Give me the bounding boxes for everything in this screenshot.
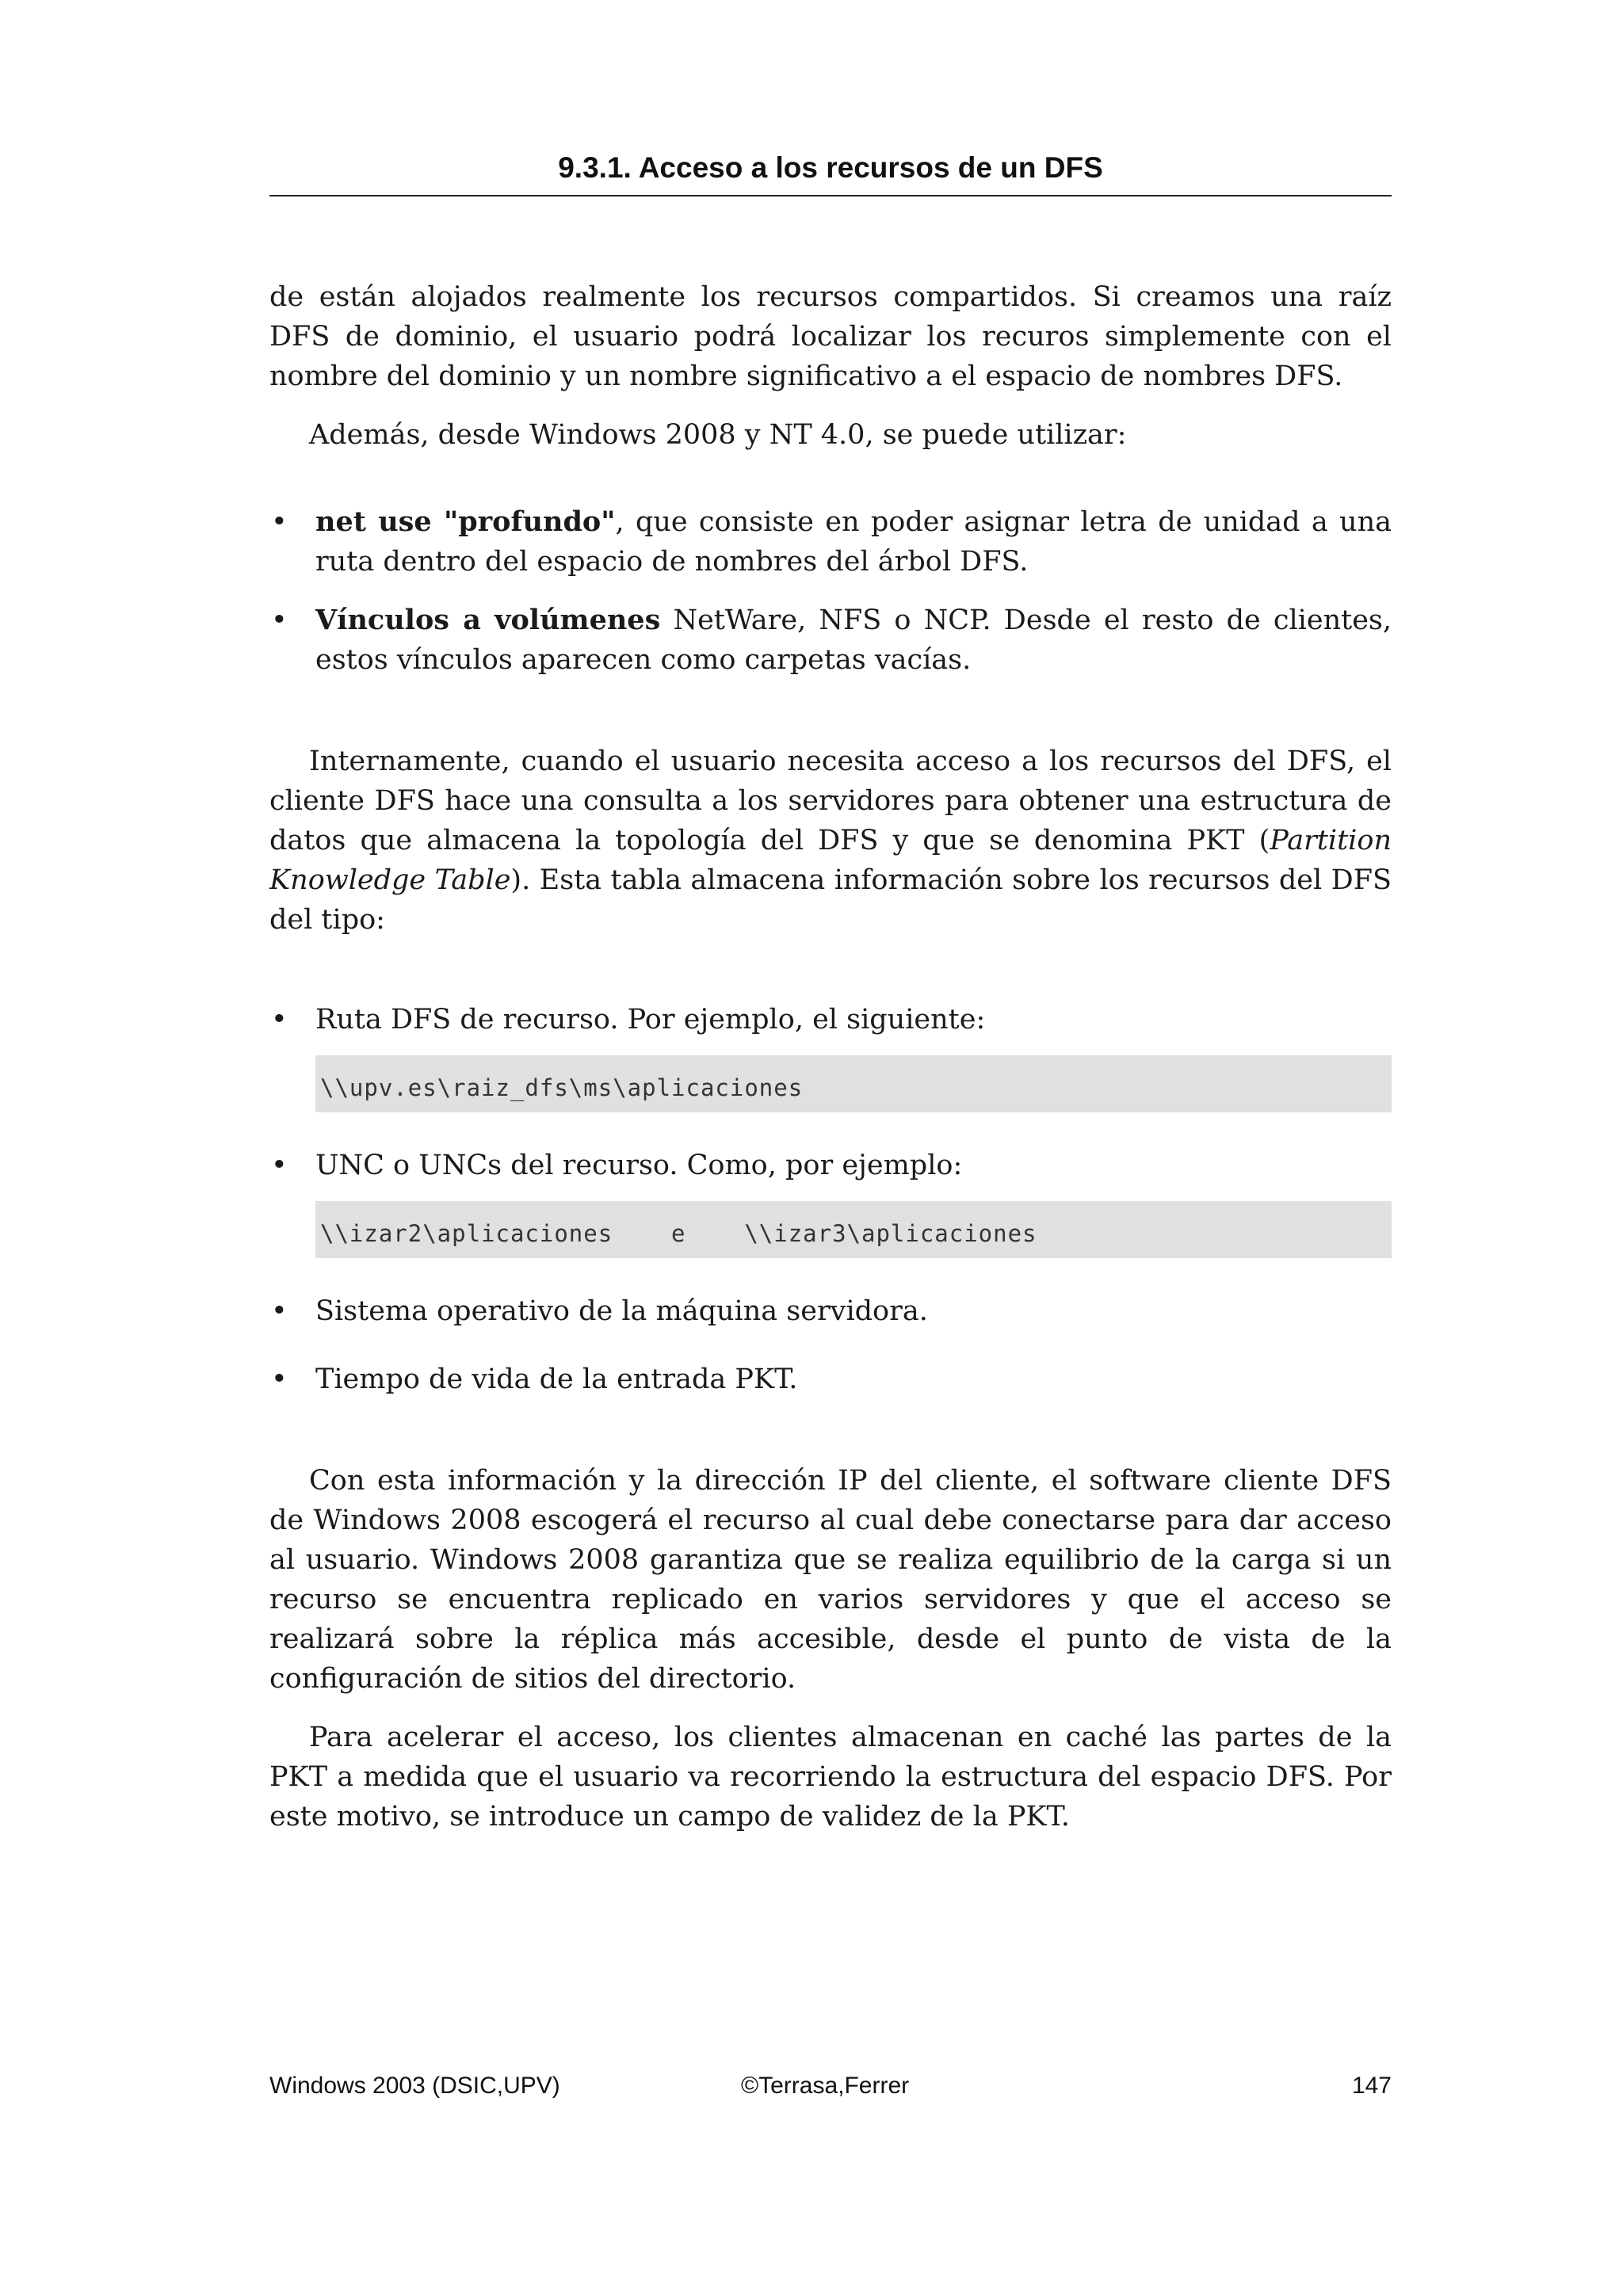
feature-list — [269, 502, 1392, 680]
list-item — [269, 1000, 1392, 1039]
page-number: 147 — [1351, 2073, 1392, 2099]
body-content — [269, 277, 1392, 1836]
paragraph-2: Además, desde Windows 2008 y NT 4.0, se puede utilizar: — [309, 419, 1127, 451]
pkt-info-list-2 — [269, 1146, 1392, 1185]
pkt-info-list — [269, 1000, 1392, 1039]
footer-copyright: ©Terrasa,Ferrer — [741, 2073, 910, 2099]
document-page — [269, 0, 1392, 2296]
footer-left: Windows 2003 (DSIC,UPV) — [269, 2073, 560, 2099]
list-item-text: UNC o UNCs del recurso. Como, por ejemplo: — [315, 1150, 963, 1181]
page-footer — [269, 2068, 1392, 2104]
paragraph-5: Para acelerar el acceso, los clientes almacenan en caché las partes de la PKT a medida que el usuario va recorriendo la estructura del espacio DFS. Por este motivo, se introduce un campo de validez de la PKT. — [269, 1722, 1392, 1833]
paragraph-3-italic: Partition Knowledge Table — [269, 825, 1392, 896]
pkt-info-list-3 — [269, 1291, 1392, 1399]
paragraph-3-text-b: ). Esta tabla almacena información sobre los recursos del DFS del tipo: — [269, 864, 1392, 936]
list-item — [269, 601, 1392, 680]
section-title: 9.3.1. Acceso a los recursos de un DFS — [558, 151, 1103, 184]
code-block-dfs-path: \\upv.es\raiz_dfs\ms\aplicaciones — [315, 1055, 1392, 1112]
list-item-text: Sistema operativo de la máquina servidora. — [315, 1295, 928, 1327]
list-item — [269, 1360, 1392, 1399]
paragraph-4: Con esta información y la dirección IP del cliente, el software cliente DFS de Windows 2008 escogerá el recurso al cual debe conectarse para dar acceso al usuario. Windows 2008 garantiza que se realiza equilibrio de la carga si un recurso se encuentra replicado en varios servidores y que el acceso se realizará sobre la réplica más accesible, desde el punto de vista de la configuración de sitios del directorio. — [269, 1465, 1392, 1695]
list-item-text: NetWare, NFS o NCP. Desde el resto de clientes, estos vínculos aparecen como carpetas vacías. — [315, 605, 1392, 676]
list-item-bold: net use "profundo" — [315, 505, 616, 538]
list-item-text: Ruta DFS de recurso. Por ejemplo, el siguiente: — [315, 1004, 986, 1035]
paragraph-1: de están alojados realmente los recursos compartidos. Si creamos una raíz DFS de dominio, el usuario podrá localizar los recuros simplemente con el nombre del dominio y un nombre significativo a el espacio de nombres DFS. — [269, 281, 1392, 392]
list-item — [269, 502, 1392, 582]
paragraph-3-text-a: Internamente, cuando el usuario necesita acceso a los recursos del DFS, el cliente DFS hace una consulta a los servidores para obtener una estructura de datos que almacena la topología del DFS y que se denomina PKT ( — [269, 746, 1392, 856]
list-item — [269, 1146, 1392, 1185]
list-item-text: Tiempo de vida de la entrada PKT. — [315, 1363, 798, 1395]
list-item-bold: Vínculos a volúmenes — [315, 604, 661, 636]
paragraph-3 — [269, 742, 1392, 940]
list-item — [269, 1291, 1392, 1331]
section-header — [269, 141, 1392, 196]
list-item-text: , que consiste en poder asignar letra de unidad a una ruta dentro del espacio de nombres del árbol DFS. — [315, 506, 1392, 578]
code-block-unc: \\izar2\aplicaciones e \\izar3\aplicaciones — [315, 1201, 1392, 1258]
